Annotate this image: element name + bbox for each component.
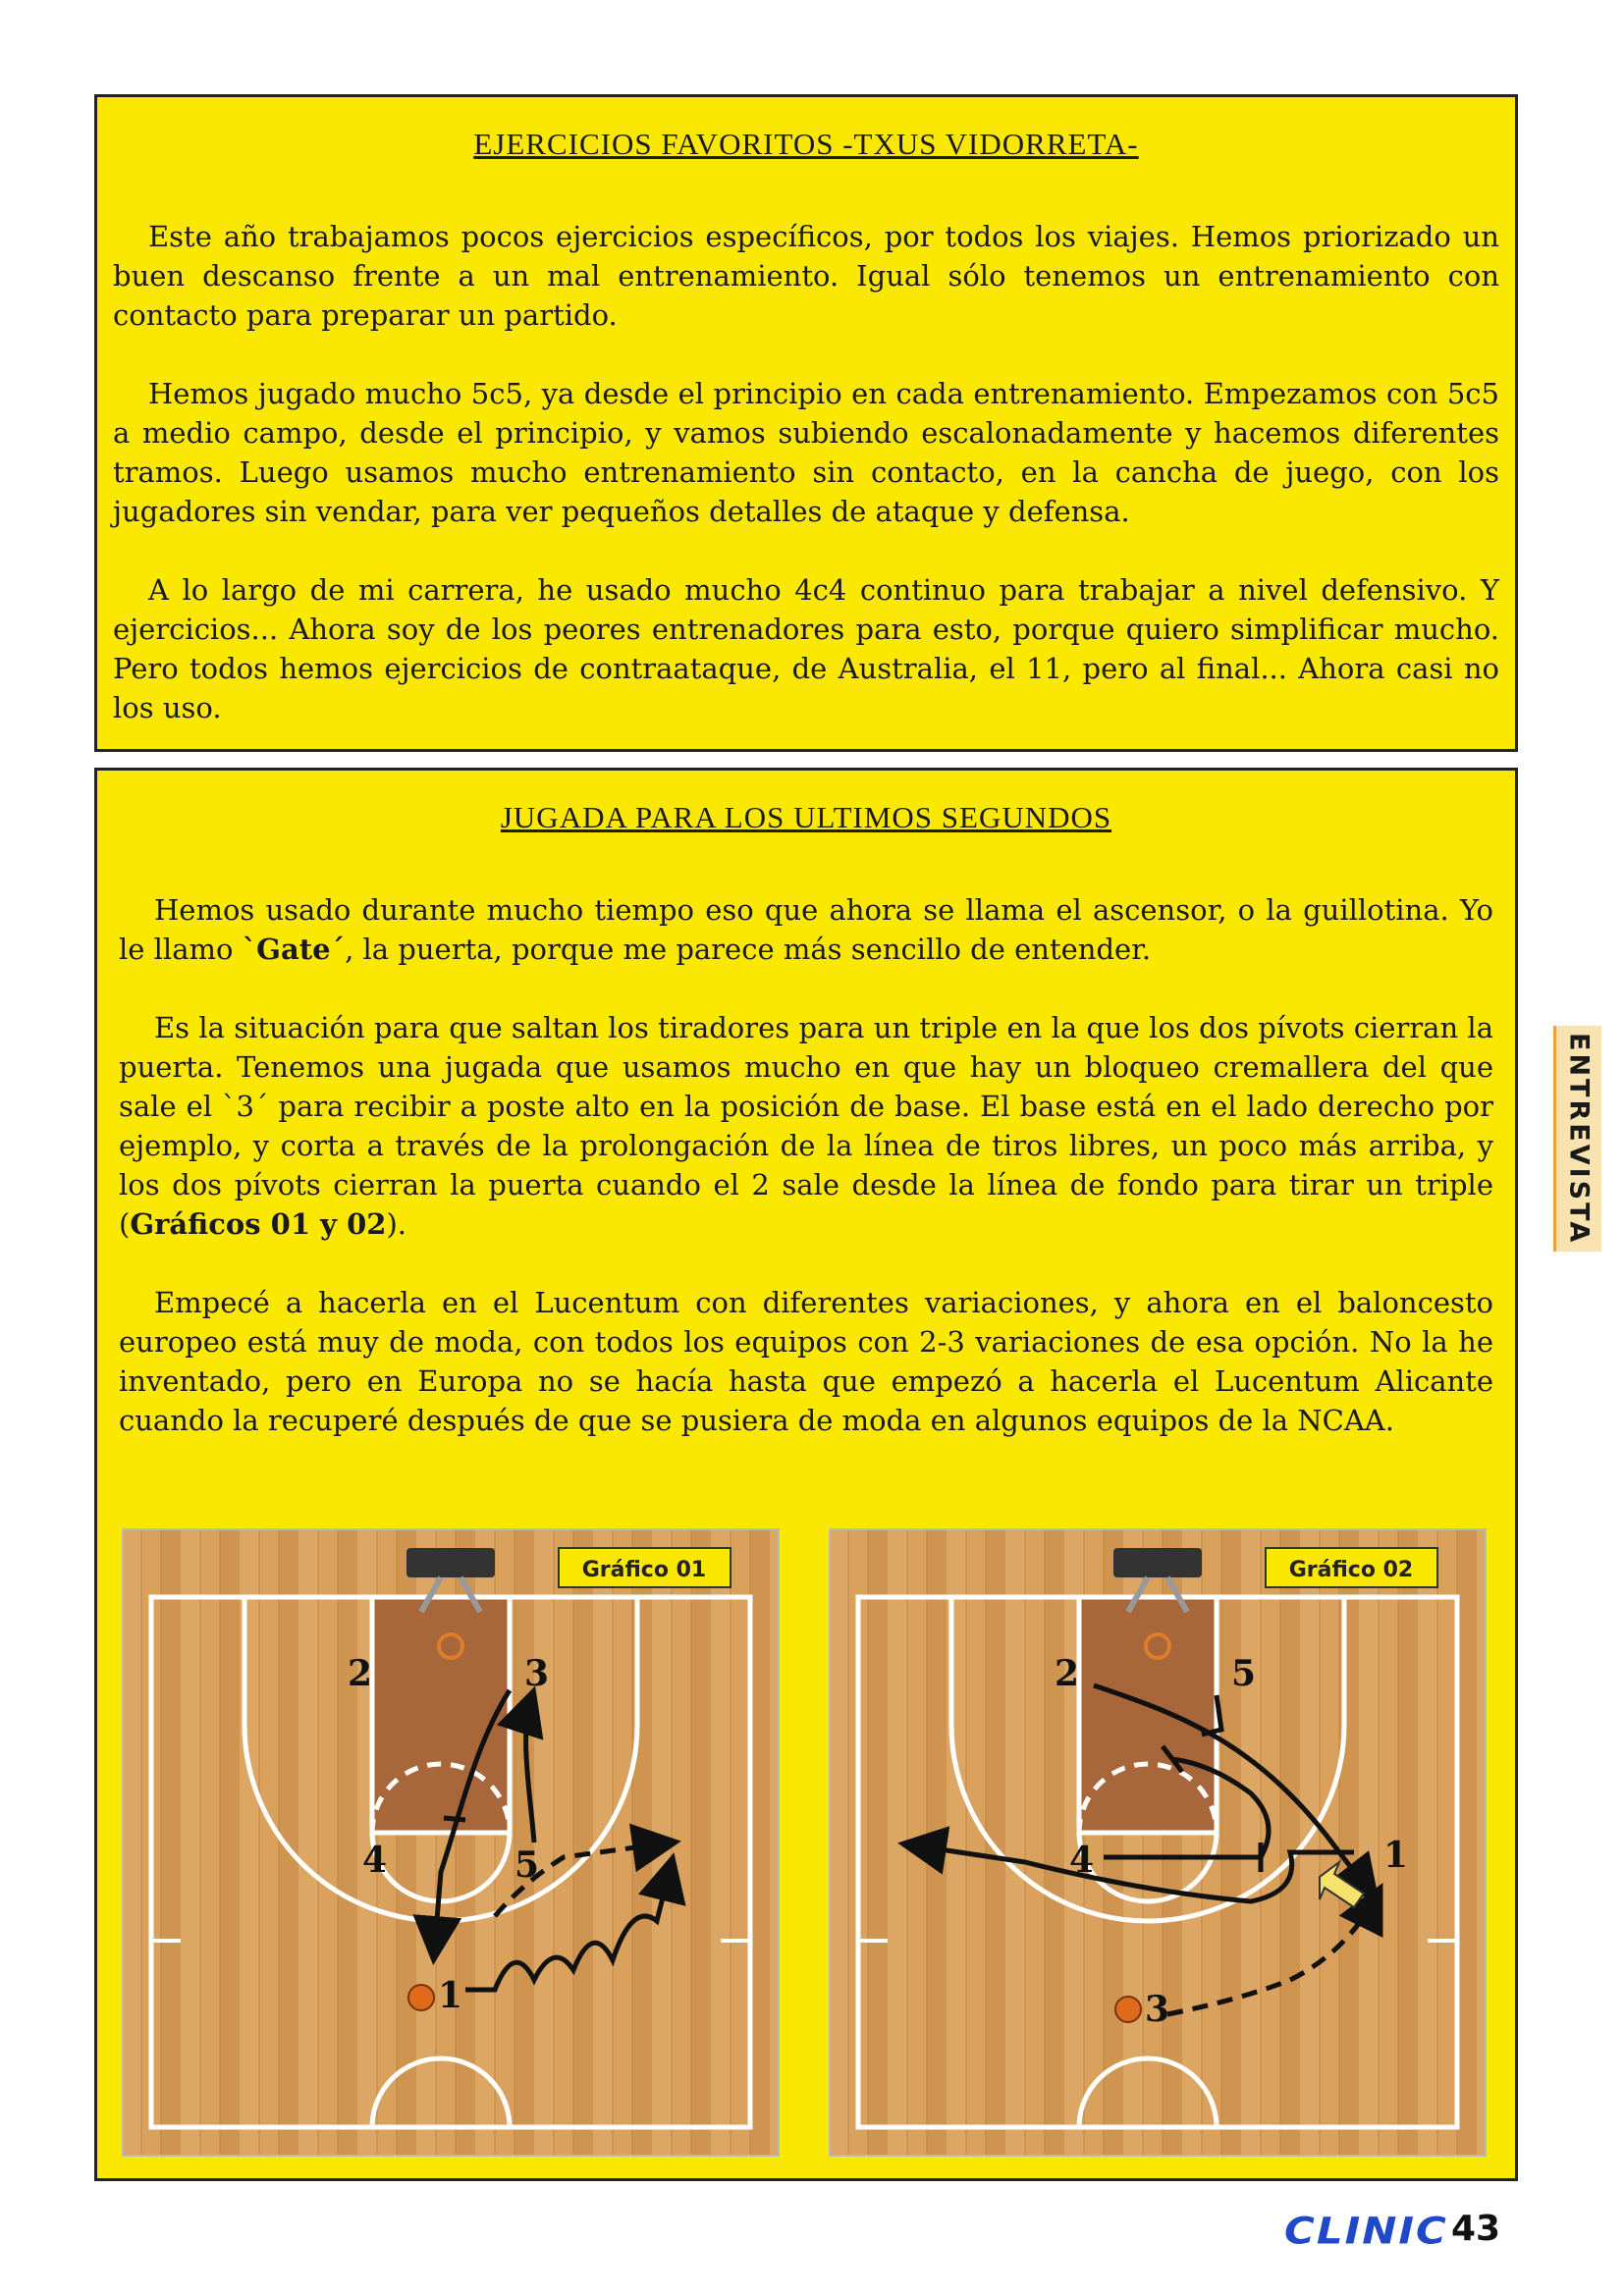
diagram-label: Gráfico 01 — [581, 1558, 707, 1582]
basketball-icon — [408, 1985, 434, 2010]
player-number: 1 — [438, 1975, 463, 2016]
section-side-tab — [1553, 1026, 1601, 1252]
player-number: 5 — [514, 1844, 540, 1886]
player-number: 5 — [1231, 1653, 1257, 1694]
player-number: 3 — [524, 1653, 550, 1694]
player-number: 4 — [1069, 1840, 1095, 1881]
player-number: 1 — [1383, 1835, 1409, 1876]
last-seconds-play-box — [94, 768, 1518, 2181]
bold-term: `Gate´ — [242, 933, 346, 966]
bold-term: Gráficos 01 y 02 — [130, 1207, 387, 1241]
player-number: 4 — [362, 1840, 388, 1881]
basketball-icon — [1115, 1997, 1141, 2022]
section-title: JUGADA PARA LOS ULTIMOS SEGUNDOS — [500, 800, 1112, 834]
section-title: EJERCICIOS FAVORITOS -TXUS VIDORRETA- — [473, 127, 1139, 161]
court-diagram-1 — [122, 1528, 780, 2157]
diagram-label: Gráfico 02 — [1288, 1558, 1414, 1582]
paragraph: Empecé a hacerla en el Lucentum con diferentes variaciones, y ahora en el baloncesto europeo está muy de moda, con todos los equipos con 2-3 variaciones de esa opción. No la he inventado, pero en Europa no se hacía hasta que empezó a hacerla el Lucentum Alicante cuando la recuperé después de que se pusiera de moda en algunos equipos de la NCAA. — [119, 1286, 1493, 1437]
side-tab-label: ENTREVISTA — [1563, 1032, 1595, 1246]
page-number: 43 — [1451, 2209, 1501, 2249]
paragraph: A lo largo de mi carrera, he usado mucho 4c4 continuo para trabajar a nivel defensivo. Y ejercicios... Ahora soy de los peores entrenadores para esto, porque quiero simplificar mucho. Pero todos hemos ejercicios de contraataque, de Australia, el 11, pero al final... Ahora casi no los uso. — [113, 573, 1499, 724]
court-diagram-2 — [829, 1528, 1487, 2157]
paragraph: Hemos usado durante mucho tiempo eso que ahora se llama el ascensor, o la guillotina. Yo le llamo `Gate´, la puerta, porque me parece más sencillo de entender. — [119, 893, 1493, 966]
player-number: 2 — [348, 1653, 373, 1694]
court-svg — [122, 1528, 780, 2157]
court-svg — [829, 1528, 1487, 2157]
favorite-drills-box — [94, 94, 1518, 752]
player-number: 2 — [1055, 1653, 1080, 1694]
paragraph: Hemos jugado mucho 5c5, ya desde el principio en cada entrenamiento. Empezamos con 5c5 a medio campo, desde el principio, y vamos subiendo escalonadamente y hacemos diferentes tramos. Luego usamos mucho entrenamiento sin contacto, en la cancha de juego, con los jugadores sin vendar, para ver pequeños detalles de ataque y defensa. — [113, 377, 1499, 528]
brand-logo: CLINIC — [1284, 2209, 1448, 2253]
paragraph: Este año trabajamos pocos ejercicios específicos, por todos los viajes. Hemos priorizado un buen descanso frente a un mal entrenamiento. Igual sólo tenemos un entrenamiento con contacto para preparar un partido. — [113, 220, 1499, 332]
player-number: 3 — [1145, 1989, 1170, 2030]
paragraph: Es la situación para que saltan los tiradores para un triple en la que los dos pívots cierran la puerta. Tenemos una jugada que usamos mucho en que hay un bloqueo cremallera del que sale el `3´ para recibir a poste alto en la posición de base. El base está en el lado derecho por ejemplo, y corta a través de la prolongación de la línea de tiros libres, un poco más arriba, y los dos pívots cierran la puerta cuando el 2 sale desde la línea de fondo para tirar un triple (Gráficos 01 y 02). — [119, 1011, 1493, 1241]
